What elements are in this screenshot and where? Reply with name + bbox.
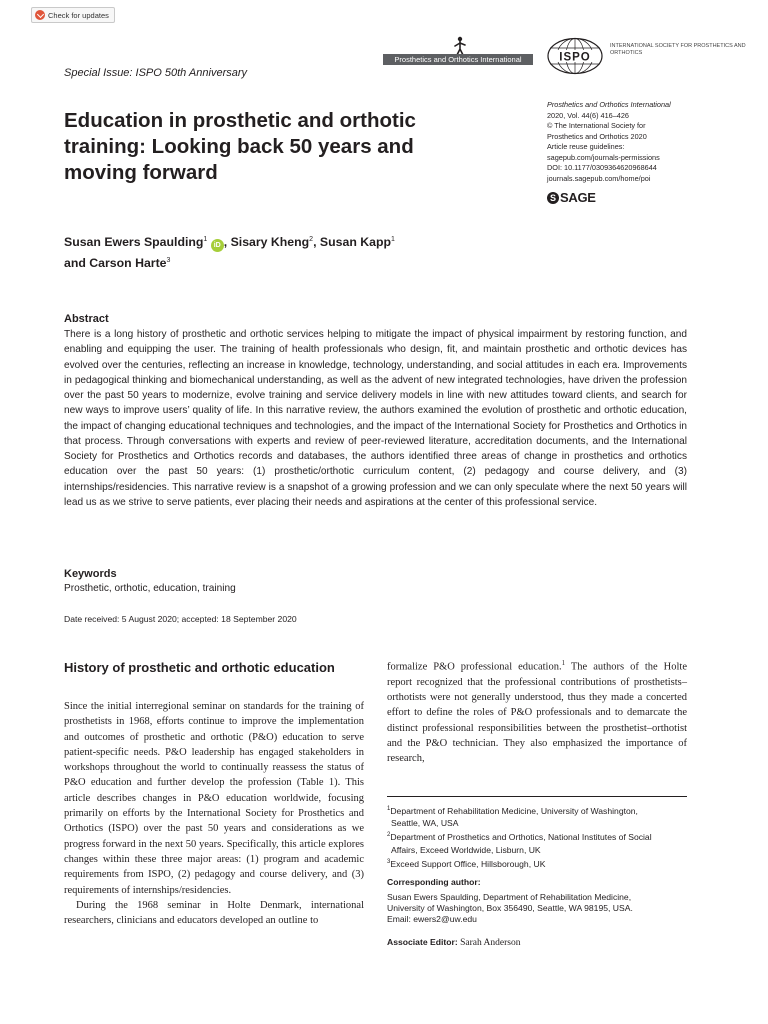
affiliation-text: Department of Rehabilitation Medicine, University of Washington, — [390, 805, 638, 816]
affiliation-number: 3 — [387, 858, 391, 865]
body-text: formalize P&O professional education. — [387, 661, 562, 673]
corresponding-email[interactable]: Email: ewers2@uw.edu — [387, 914, 477, 925]
sage-s-icon: S — [547, 192, 559, 204]
body-paragraph: Since the initial interregional seminar on standards for the training of prosthetists in 1968, efforts continue to improve the implementation and outcomes of prosthetic and orthotic (P&O) education to serve patient-specific needs. P&O leadership has engaged stakeholders in workshops throughout the world to continually reassess the status of P&O education and further develop the profession (Table 1). This article describes changes in P&O education worldwide, focusing primarily on efforts by the International Society for Prosthetics and Orthotics (ISPO) over the past 50 years and considerations as we progress forward in the next 50 years. Specifically, this article explores changes within these three major areas: (1) program and academic requirements from ISPO, (2) pedagogy and course delivery, and (3) requirements of internships/residencies. — [64, 701, 364, 896]
meta-doi[interactable]: DOI: 10.1177/0309364620968644 — [547, 163, 657, 172]
author-separator: and — [64, 256, 90, 271]
author-name: Carson Harte — [89, 256, 167, 271]
author-separator: , — [223, 235, 231, 250]
body-paragraph: During the 1968 seminar in Holte Denmark, international researchers, clinicians and educators developed an outline to — [64, 899, 364, 927]
body-right-column — [387, 656, 687, 767]
meta-journal: Prosthetics and Orthotics International — [547, 100, 671, 109]
check-circle-icon — [35, 10, 45, 20]
author-affiliation: 3 — [166, 257, 171, 265]
affiliation-text: Affairs, Exceed Worldwide, Lisburn, UK — [391, 844, 541, 855]
author-affiliation: 1 — [203, 236, 208, 243]
meta-volume: 2020, Vol. 44(6) 416–426 — [547, 110, 629, 120]
author-name: Sisary Kheng — [230, 235, 310, 250]
sage-wordmark: SAGE — [560, 190, 596, 205]
abstract-text: There is a long history of prosthetic and orthotic services helping to mitigate the impact of physical impairment by restoring function, and enabling and equipping the user. The training of health professionals who design, fit, and maintain prosthetic and orthotic devices has evolved over the centuries, reflecting an increase in knowledge, technology, understanding, and social attitudes in each era. Improvements in pedagogical thinking and biomechanical understanding, as well as the advent of new integrated technologies, have driven the profession over the past 50 years to modernize, evolve training and service delivery models in line with new attitudes toward clients, and search for new ways to improve users’ quality of life. In this narrative review, the authors examined the evolution of prosthetic and orthotic education, the impact of changing educational techniques and technologies, and the impact of the International Society for Prosthetics and Orthotics in that process. Through conversations with experts and review of peer-reviewed literature, accreditation documents, and the International Society for Prosthetics and Orthotics records and databases, the authors identified three areas of change in prosthetics and orthotics education over the past 50 years: (1) prosthetic/orthotic curriculum content, (2) pedagogy and course delivery, and (3) internships/residencies. This narrative review is a snapshot of a growing profession and we can only speculate where the next 50 years will lead us as we strive to serve patients, ever placing their needs and aspirations at the center of this professional service. — [64, 329, 687, 508]
body-paragraph — [387, 656, 687, 767]
affiliation-text: Exceed Support Office, Hillsborough, UK — [390, 858, 546, 869]
affiliation-text: Department of Prosthetics and Orthotics, National Institutes of Social — [390, 832, 652, 843]
corresponding-text: University of Washington, Box 356490, Seattle, WA 98195, USA. — [387, 903, 633, 914]
check-for-updates-button[interactable] — [31, 7, 115, 23]
meta-copyright-2: Prosthetics and Orthotics 2020 — [547, 131, 647, 141]
affiliation-number: 1 — [387, 806, 391, 812]
affiliation-item — [387, 856, 697, 870]
affiliation-item — [387, 829, 697, 843]
journal-banner: Prosthetics and Orthotics International — [383, 54, 533, 65]
affiliation-text: Seattle, WA, USA — [391, 818, 459, 829]
meta-home-link[interactable]: journals.sagepub.com/home/poi — [547, 173, 651, 183]
associate-editor-name: Sarah Anderson — [460, 938, 521, 948]
special-issue-label: Special Issue: ISPO 50th Anniversary — [64, 67, 248, 79]
footnote-divider — [387, 796, 687, 797]
article-meta — [547, 100, 747, 184]
article-title: Education in prosthetic and orthotic training: Looking back 50 years and moving forward — [64, 109, 416, 184]
keywords-text: Prosthetic, orthotic, education, training — [64, 583, 236, 594]
corresponding-author — [387, 892, 697, 926]
ispo-globe-logo — [546, 37, 604, 75]
orcid-icon[interactable]: iD — [211, 239, 224, 252]
sage-logo — [547, 190, 596, 205]
associate-editor-label: Associate Editor: — [387, 937, 458, 947]
author-affiliation: 1 — [390, 236, 395, 243]
meta-reuse-link[interactable]: sagepub.com/journals-permissions — [547, 152, 660, 162]
body-text: The authors of the Holte report recognized that the professional contributions of prosthetists–orthotists were not generally understood, thus they made a concerted effort to define the roles of P&O professionals and to demarcate the distinct professional responsibilities between the prosthetist–orthotist and the P&O technician. They also emphasized the importance of research, — [387, 661, 688, 765]
affiliation-number: 2 — [387, 832, 391, 839]
keywords-heading: Keywords — [64, 568, 117, 580]
ispo-logo-text: ISPO — [559, 51, 591, 64]
author-name: Susan Kapp — [319, 235, 391, 250]
section-heading: History of prosthetic and orthotic education — [64, 660, 335, 675]
corresponding-text: Susan Ewers Spaulding, Department of Rehabilitation Medicine, — [387, 892, 632, 902]
author-affiliation: 2 — [309, 236, 314, 243]
author-name: Susan Ewers Spaulding — [64, 235, 204, 250]
meta-copyright-1: © The International Society for — [547, 121, 646, 130]
body-left-column — [64, 699, 364, 928]
society-name: INTERNATIONAL SOCIETY FOR PROSTHETICS AND ORTHOTICS — [610, 43, 746, 56]
abstract-heading: Abstract — [64, 313, 109, 325]
affiliations — [387, 803, 697, 870]
corresponding-heading: Corresponding author: — [387, 877, 481, 887]
date-received: Date received: 5 August 2020; accepted: 18 September 2020 — [64, 614, 297, 624]
author-list — [64, 231, 494, 272]
check-for-updates-label: Check for updates — [48, 10, 109, 20]
associate-editor — [387, 937, 521, 948]
reference-link[interactable]: 1 — [561, 659, 566, 667]
author-separator: , — [313, 235, 320, 250]
meta-reuse-1: Article reuse guidelines: — [547, 142, 625, 151]
affiliation-item — [387, 803, 697, 817]
